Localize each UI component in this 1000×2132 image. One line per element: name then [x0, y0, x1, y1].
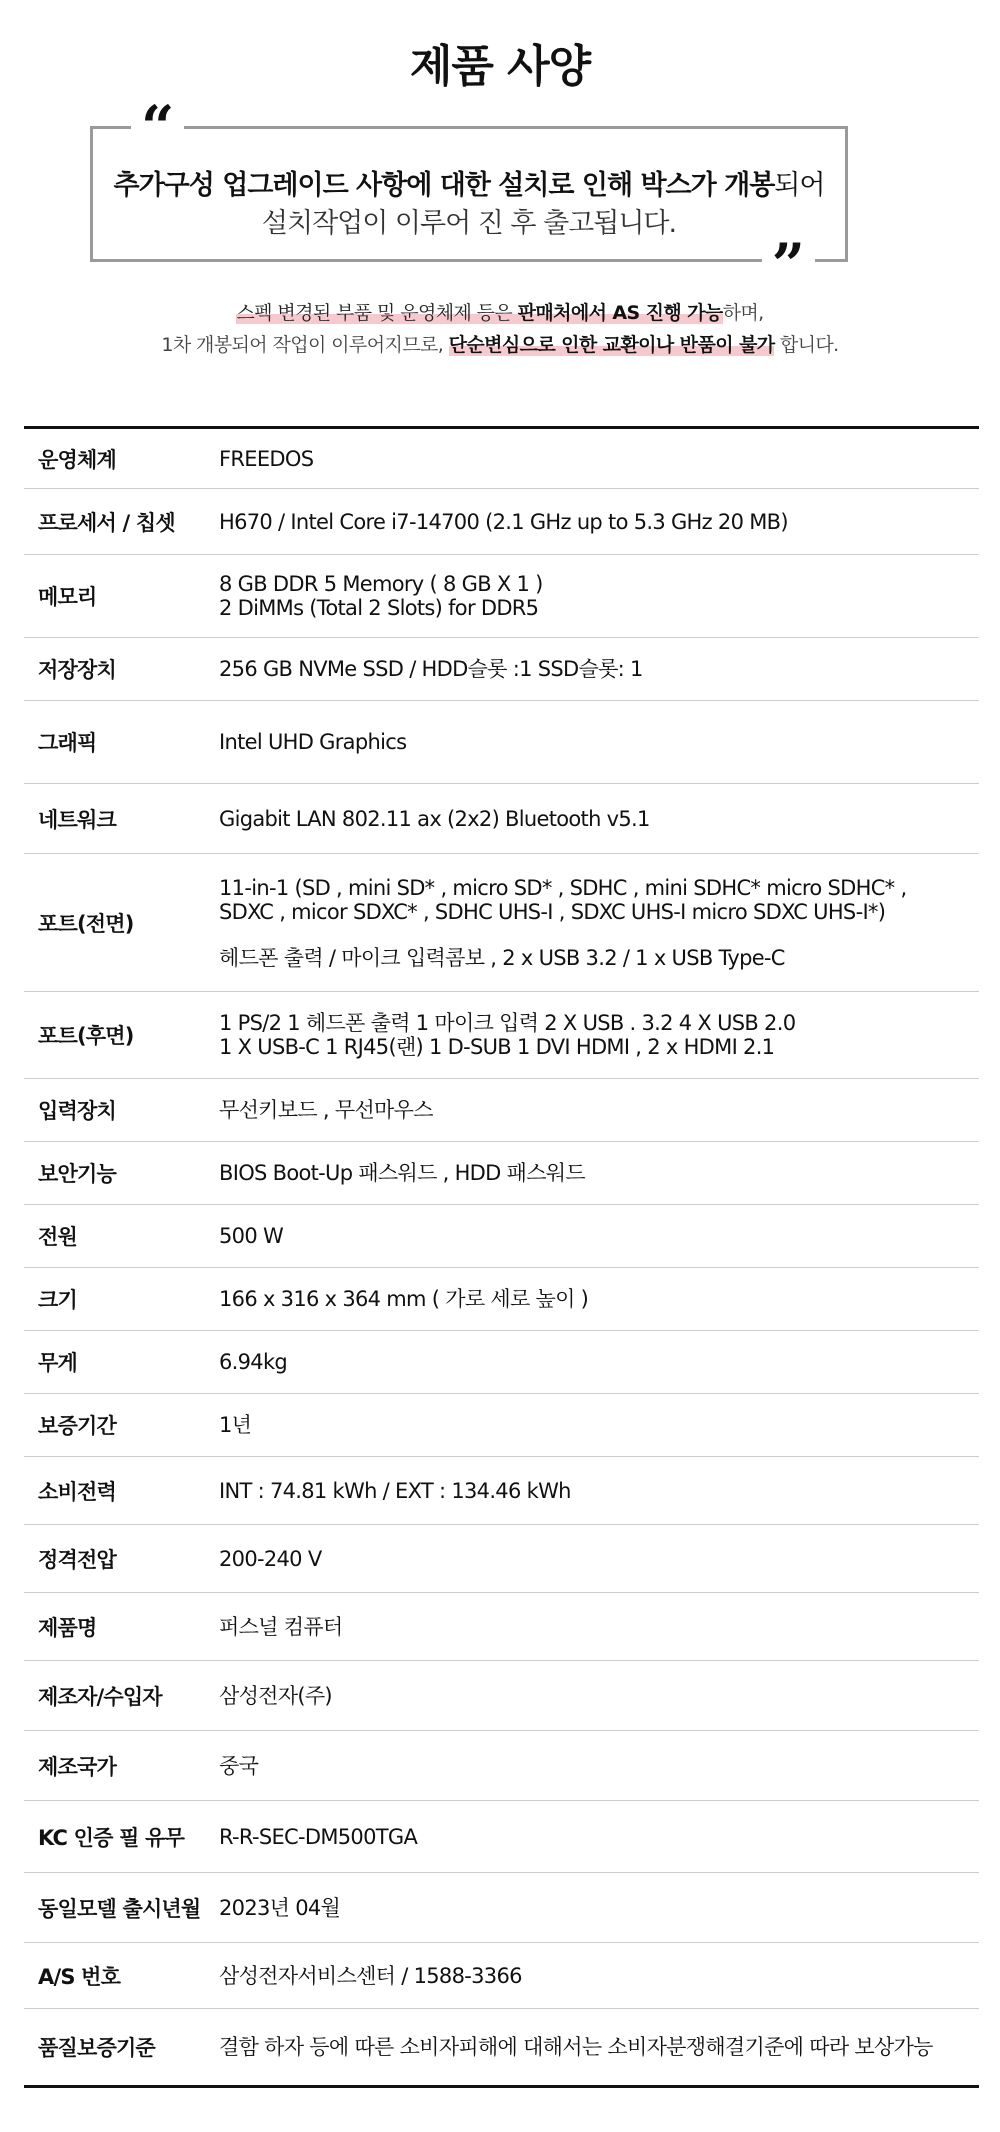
- spec-label: 동일모델 출시년월: [38, 1896, 201, 1921]
- spec-label: A/S 번호: [38, 1964, 121, 1989]
- spec-row-port-front: [24, 854, 979, 992]
- spec-value: [219, 730, 979, 754]
- spec-value-line: 500 W: [219, 1224, 284, 1248]
- spec-value: [219, 807, 979, 831]
- spec-value: [219, 1754, 979, 1778]
- spec-value: [219, 1413, 979, 1437]
- spec-value-line: 2 DiMMs (Total 2 Slots) for DDR5: [219, 596, 539, 620]
- spec-label: 네트워크: [38, 807, 116, 832]
- spec-row-warranty: [24, 1394, 979, 1457]
- spec-value-line: BIOS Boot-Up 패스워드 , HDD 패스워드: [219, 1161, 585, 1185]
- quote-line-2: 설치작업이 이루어 진 후 출고됩니다.: [261, 208, 677, 239]
- spec-row-as-number: [24, 1943, 979, 2009]
- notice-l2-part-a: 1차 개봉되어 작업이 이루어지므로,: [161, 334, 449, 356]
- spec-row-processor: [24, 489, 979, 555]
- spec-value-line: INT : 74.81 kWh / EXT : 134.46 kWh: [219, 1478, 571, 1503]
- spec-label: 포트(전면): [38, 911, 134, 936]
- spec-row-port-rear: [24, 992, 979, 1079]
- quote-line-1-rest: 되어: [774, 170, 825, 201]
- spec-label: 메모리: [38, 585, 97, 609]
- spec-value-line: 퍼스널 컴퓨터: [219, 1614, 343, 1639]
- notice-l2-highlight: 단순변심으로 인한 교환이나 반품이 불가: [448, 334, 775, 356]
- spec-value-line: 6.94kg: [219, 1350, 288, 1374]
- spec-value-line: 2023년 04월: [219, 1895, 341, 1920]
- spec-label: 입력장치: [38, 1099, 116, 1123]
- spec-value-line: 삼성전자서비스센터 / 1588-3366: [219, 1963, 522, 1988]
- page-title: 제품 사양: [409, 41, 591, 92]
- spec-value: [219, 1098, 979, 1122]
- notice-line-2: [0, 330, 1000, 357]
- spec-row-quality-standard: [24, 2009, 979, 2085]
- spec-label: 제품명: [38, 1615, 97, 1640]
- notice-l1-highlight: 판매처에서 AS 진행 가능: [517, 302, 723, 324]
- spec-value-line: 삼성전자(주): [219, 1683, 332, 1708]
- spec-value-line: 1 X USB-C 1 RJ45(랜) 1 D-SUB 1 DVI HDMI , 2 x HDMI 2.1: [219, 1035, 775, 1059]
- spec-row-network: [24, 784, 979, 854]
- spec-row-country: [24, 1731, 979, 1801]
- spec-value-line: 헤드폰 출력 / 마이크 입력콤보 , 2 x USB 3.2 / 1 x USB Type-C: [219, 945, 785, 970]
- spec-value: [219, 1964, 979, 1988]
- notice-l1-part-c: 하며,: [722, 302, 764, 324]
- spec-value-line: 1 PS/2 1 헤드폰 출력 1 마이크 입력 2 X USB . 3.2 4 X USB 2.0: [219, 1011, 796, 1035]
- spec-row-input: [24, 1079, 979, 1142]
- spec-row-os: [24, 429, 979, 489]
- spec-value: [219, 2035, 979, 2059]
- spec-value-line: FREEDOS: [219, 446, 314, 471]
- spec-value-line: H670 / Intel Core i7-14700 (2.1 GHz up to 5.3 GHz 20 MB): [219, 509, 788, 534]
- spec-value-line: 256 GB NVMe SSD / HDD슬롯 :1 SSD슬롯: 1: [219, 657, 643, 681]
- spec-value-line: 결함 하자 등에 따른 소비자피해에 대해서는 소비자분쟁해결기준에 따라 보상가능: [219, 2035, 933, 2059]
- spec-value: [219, 572, 979, 620]
- spec-row-product-name: [24, 1593, 979, 1661]
- notice-line-1: [0, 298, 1000, 325]
- spec-value-line: 11-in-1 (SD , mini SD* , micro SD* , SDHC , mini SDHC* micro SDHC* ,: [219, 875, 907, 900]
- spec-value-line: 중국: [219, 1753, 259, 1778]
- spec-label: 보증기간: [38, 1414, 116, 1438]
- spec-row-memory: [24, 555, 979, 638]
- spec-row-manufacturer: [24, 1661, 979, 1731]
- spec-value: [219, 1684, 979, 1708]
- spec-label: 저장장치: [38, 658, 116, 682]
- spec-value: [219, 1547, 979, 1571]
- spec-label: 정격전압: [38, 1547, 116, 1572]
- open-quote-icon: “: [131, 107, 184, 147]
- spec-value: [219, 1161, 979, 1185]
- spec-row-power-consumption: [24, 1457, 979, 1525]
- spec-label: 프로세서 / 칩셋: [38, 510, 175, 535]
- spec-row-rated-voltage: [24, 1525, 979, 1593]
- spec-value: [219, 876, 979, 970]
- spec-label: 무게: [38, 1351, 77, 1375]
- spec-value: [219, 1479, 979, 1503]
- spec-value-line: R-R-SEC-DM500TGA: [219, 1824, 418, 1849]
- spec-label: 전원: [38, 1225, 77, 1249]
- spec-value: [219, 510, 979, 534]
- spec-label: 포트(후면): [38, 1024, 134, 1048]
- spec-row-size: [24, 1268, 979, 1331]
- spec-value-line: 무선키보드 , 무선마우스: [219, 1098, 433, 1122]
- spec-value-line: Gigabit LAN 802.11 ax (2x2) Bluetooth v5.1: [219, 806, 650, 831]
- spec-value-line: 200-240 V: [219, 1546, 322, 1571]
- spec-row-storage: [24, 638, 979, 701]
- spec-value: [219, 1287, 979, 1311]
- spec-value-line: 166 x 316 x 364 mm ( 가로 세로 높이 ): [219, 1287, 589, 1311]
- spec-value-spacer: [219, 924, 979, 946]
- spec-label: 품질보증기준: [38, 2036, 155, 2060]
- close-quote-icon: ”: [762, 245, 815, 285]
- notice-quote-box: [90, 93, 848, 299]
- quote-line-1-bold: 추가구성 업그레이드 사항에 대한 설치로 인해 박스가 개봉: [113, 170, 775, 201]
- spec-value: [219, 1825, 979, 1849]
- spec-row-security: [24, 1142, 979, 1205]
- quote-line-1: [93, 163, 845, 202]
- spec-row-weight: [24, 1331, 979, 1394]
- spec-label: 소비전력: [38, 1479, 116, 1504]
- spec-value: [219, 1224, 979, 1248]
- spec-value: [219, 447, 979, 471]
- spec-label: 제조자/수입자: [38, 1684, 162, 1709]
- spec-row-release-date: [24, 1873, 979, 1943]
- spec-label: 운영체계: [38, 447, 116, 472]
- spec-value: [219, 1350, 979, 1374]
- spec-table: [24, 426, 979, 2088]
- spec-value: [219, 657, 979, 681]
- spec-value-line: 8 GB DDR 5 Memory ( 8 GB X 1 ): [219, 572, 543, 596]
- spec-label: 그래픽: [38, 731, 97, 755]
- spec-value-line: 1년: [219, 1413, 252, 1437]
- spec-row-graphics: [24, 701, 979, 784]
- spec-label: 보안기능: [38, 1162, 116, 1186]
- spec-row-power: [24, 1205, 979, 1268]
- spec-value: [219, 1011, 979, 1059]
- spec-value-line: SDXC , micor SDXC* , SDHC UHS-I , SDXC UHS-I micro SDXC UHS-I*): [219, 899, 886, 924]
- notice-l1-part-a: 스펙 변경된 부품 및 운영체제 등은: [236, 302, 518, 324]
- spec-value: [219, 1615, 979, 1639]
- spec-label: 제조국가: [38, 1754, 116, 1779]
- spec-value-line: Intel UHD Graphics: [219, 730, 407, 754]
- spec-row-kc-cert: [24, 1801, 979, 1873]
- spec-label: 크기: [38, 1288, 77, 1312]
- spec-value: [219, 1896, 979, 1920]
- spec-label: KC 인증 필 유무: [38, 1825, 185, 1850]
- notice-l2-part-c: 합니다.: [774, 334, 839, 356]
